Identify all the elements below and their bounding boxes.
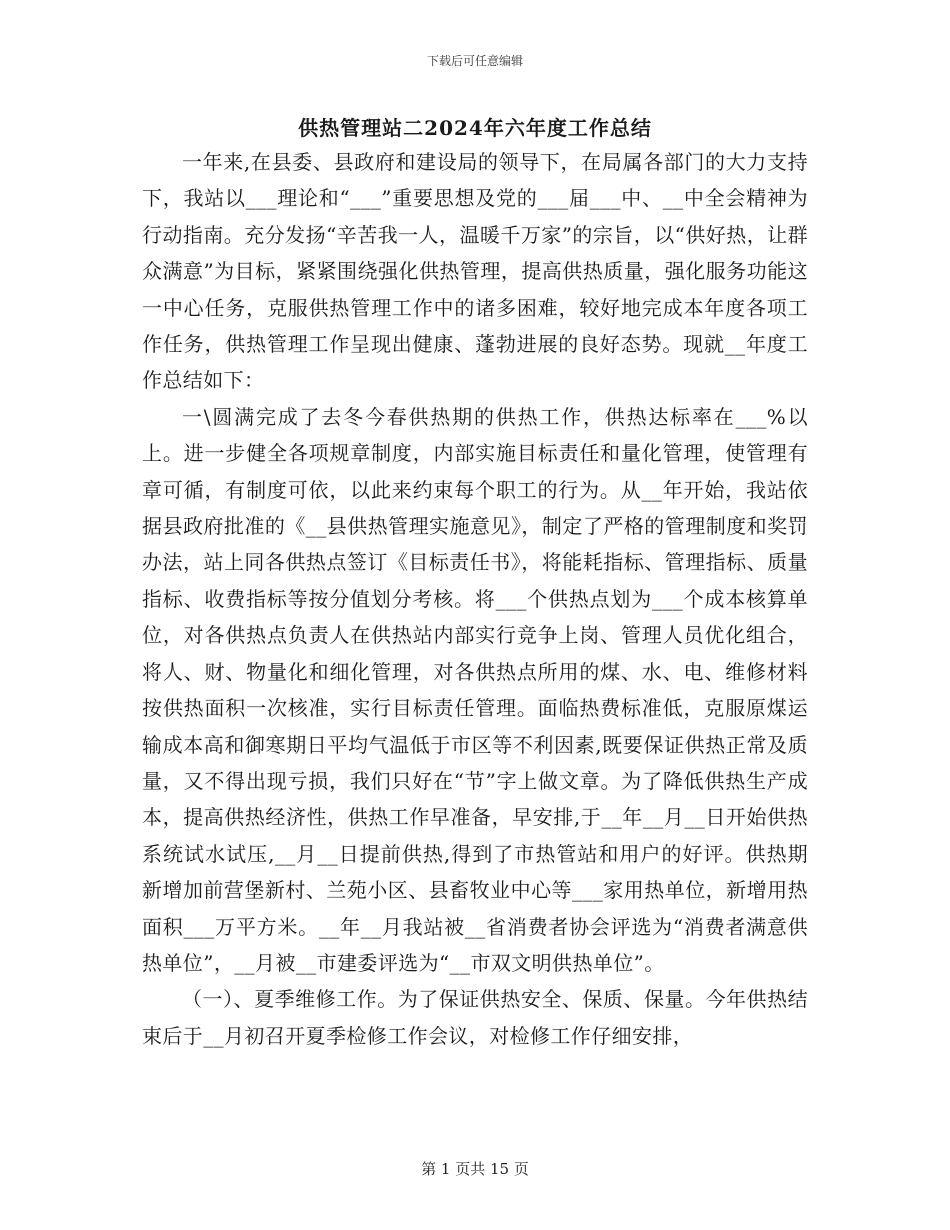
document-title: 供热管理站二2024年六年度工作总结: [298, 116, 652, 140]
page-footer: 第 1 页共 15 页: [421, 1160, 529, 1178]
paragraph-section-1: 一\圆满完成了去冬今春供热期的供热工作，供热达标率在___%以上。进一步健全各项规章制度，内部实施目标责任和量化管理，使管理有章可循，有制度可依，以此来约束每个职工的行为。从__年开始，我站依据县政府批准的《__县供热管理实施意见》，制定了严格的管理制度和奖罚办法，站上同各供热点签订《目标责任书》，将能耗指标、管理指标、质量指标、收费指标等按分值划分考核。将___个供热点划为___个成本核算单位，对各供热点负责人在供热站内部实行竞争上岗、管理人员优化组合，将人、财、物量化和细化管理，对各供热点所用的煤、水、电、维修材料按供热面积一次核准，实行目标责任管理。面临热费标准低，克服原煤运输成本高和御寒期日平均气温低于市区等不利因素,既要保证供热正常及质量，又不得出现亏损，我们只好在“节”字上做文章。为了降低供热生产成本，提高供热经济性，供热工作早准备，早安排,于__年__月__日开始供热系统试水试压,__月__日提前供热,得到了市热管站和用户的好评。供热期新增加前营堡新村、兰苑小区、县畜牧业中心等___家用热单位，新增用热面积___万平方米。__年__月我站被__省消费者协会评选为“消费者满意供热单位”，__月被__市建委评选为“__市双文明供热单位”。: [142, 404, 808, 975]
page-header: 下载后可任意编辑: [426, 54, 523, 68]
document-body: [142, 144, 808, 1054]
paragraph-intro: 一年来,在县委、县政府和建设局的领导下，在局属各部门的大力支持下，我站以___理论和“___”重要思想及党的___届___中、__中全会精神为行动指南。充分发扬“辛苦我一人，温暖千万家”的宗旨，以“供好热，让群众满意”为目标，紧紧围绕强化供热管理，提高供热质量，强化服务功能这一中心任务，克服供热管理工作中的诸多困难，较好地完成本年度各项工作任务，供热管理工作呈现出健康、蓬勃进展的良好态势。现就__年度工作总结如下：: [142, 150, 808, 393]
paragraph-summer-maintenance: （一）、夏季维修工作。为了保证供热安全、保质、保量。今年供热结束后于__月初召开夏季检修工作会议，对检修工作仔细安排，: [142, 987, 808, 1048]
